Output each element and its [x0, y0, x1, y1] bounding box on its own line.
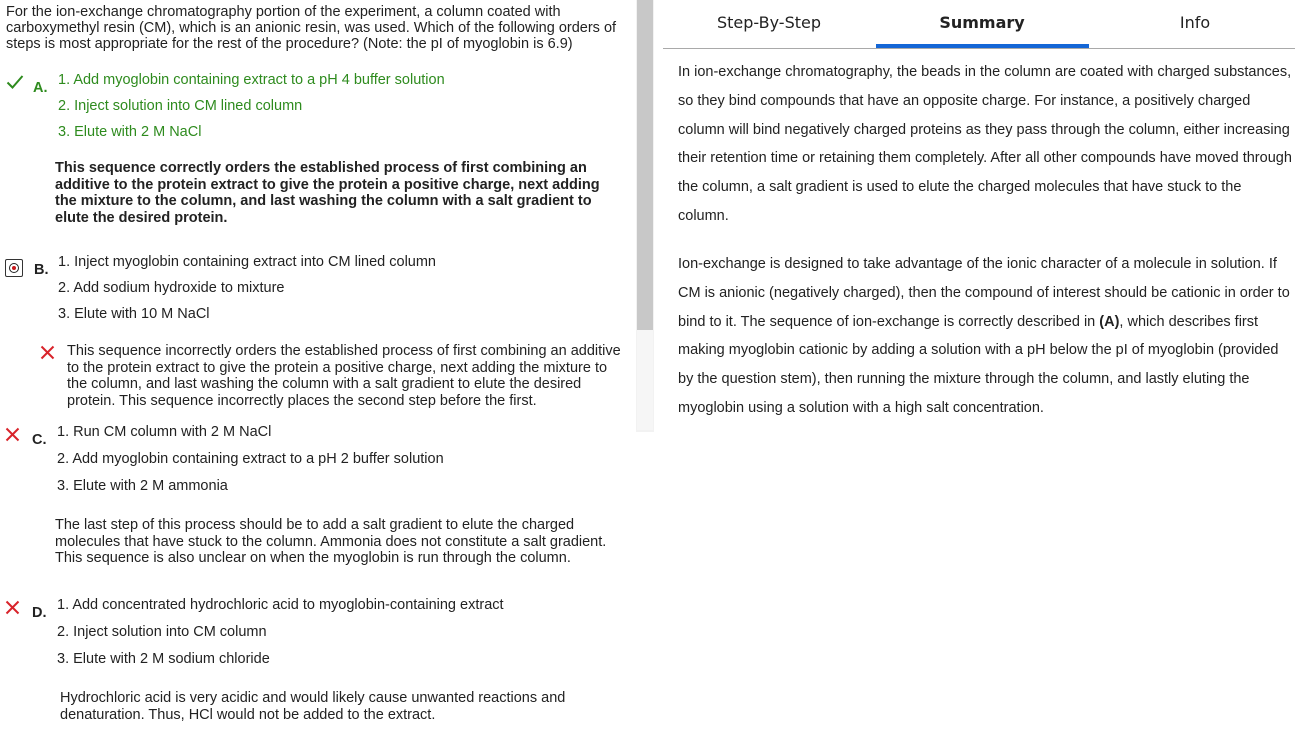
- tab-summary[interactable]: Summary: [939, 13, 1025, 32]
- option-step: 2. Inject solution into CM lined column: [58, 98, 303, 114]
- option-letter: A.: [33, 80, 48, 96]
- tab-info[interactable]: Info: [1179, 13, 1211, 32]
- x-icon: [5, 600, 20, 615]
- option-step: 3. Elute with 10 M NaCl: [58, 306, 210, 322]
- option-explanation: This sequence incorrectly orders the established process of first combining an additive to the protein extract to give the protein a positive charge, next adding the mixture to the column, and last washing the column with a salt gradient to elute the desired protein. This sequence incorrectly places the second step before the first.: [67, 343, 621, 409]
- summary-text-part: , which describes first making myoglobin cationic by adding a solution with a pH below the pI of myoglobin (provided by the question stem), then running the mixture through the column, and lastly eluting the myoglobin using a solution with a high salt concentration.: [678, 313, 1279, 416]
- question-text: For the ion-exchange chromatography portion of the experiment, a column coated with carboxymethyl resin (CM), which is an anionic resin, was used. Which of the following orders of steps is most appropriate for the rest of the procedure? (Note: the pI of myoglobin is 6.9): [6, 4, 617, 52]
- check-icon: [6, 74, 24, 90]
- summary-paragraph-1: In ion-exchange chromatography, the beads in the column are coated with charged substances, so they bind compounds that have an opposite charge. For instance, a positively charged column will bind negatively charged proteins as they pass through the column, either increasing their retention time or retaining them completely. After all other compounds have moved through the column, a salt gradient is used to elute the charged molecules that have stuck to the column.: [678, 64, 1292, 224]
- option-step: 2. Add myoglobin containing extract to a pH 2 buffer solution: [57, 451, 444, 467]
- option-step: 1. Run CM column with 2 M NaCl: [57, 424, 272, 440]
- option-step: 2. Inject solution into CM column: [57, 624, 267, 640]
- option-explanation: The last step of this process should be to add a salt gradient to elute the charged molecules that have stuck to the column. Ammonia does not constitute a salt gradient. This sequence is also unclear on when the myoglobin is run through the column.: [55, 517, 607, 566]
- summary-paragraph-2: [678, 250, 1293, 423]
- option-letter: D.: [32, 605, 47, 621]
- option-step: 3. Elute with 2 M ammonia: [57, 478, 228, 494]
- option-step: 1. Add concentrated hydrochloric acid to myoglobin-containing extract: [57, 597, 504, 613]
- tab-bar: [663, 0, 1295, 49]
- option-step: 1. Add myoglobin containing extract to a pH 4 buffer solution: [58, 72, 445, 88]
- scrollbar-track-lower[interactable]: [637, 330, 653, 430]
- option-explanation: This sequence correctly orders the established process of first combining an additive to the protein extract to give the protein a positive charge, next adding the mixture to the column, and last washing the column with a salt gradient to elute the desired protein.: [55, 160, 600, 226]
- option-step: 1. Inject myoglobin containing extract into CM lined column: [58, 254, 436, 270]
- option-step: 2. Add sodium hydroxide to mixture: [58, 280, 285, 296]
- option-step: 3. Elute with 2 M sodium chloride: [57, 651, 270, 667]
- option-letter: C.: [32, 432, 47, 448]
- option-explanation: Hydrochloric acid is very acidic and would likely cause unwanted reactions and denaturation. Thus, HCl would not be added to the extract.: [60, 690, 566, 723]
- question-panel: [0, 0, 636, 730]
- summary-text-part: Ion-exchange is designed to take advantage of the ionic character of a molecule in solution. If CM is anionic (negatively charged), then the compound of interest should be cationic in order to bind to it. The sequence of ion-exchange is correctly described in: [678, 256, 1290, 330]
- x-icon: [5, 427, 20, 442]
- active-tab-indicator: [876, 44, 1089, 48]
- option-letter: B.: [34, 262, 49, 278]
- explanation-panel: [663, 0, 1295, 730]
- x-icon: [40, 345, 55, 360]
- answer-reference: (A): [1099, 313, 1120, 330]
- tab-step-by-step[interactable]: Step-By-Step: [717, 13, 821, 32]
- scrollbar-thumb[interactable]: [637, 0, 653, 330]
- option-step: 3. Elute with 2 M NaCl: [58, 124, 202, 140]
- radio-selected-icon[interactable]: [5, 259, 23, 277]
